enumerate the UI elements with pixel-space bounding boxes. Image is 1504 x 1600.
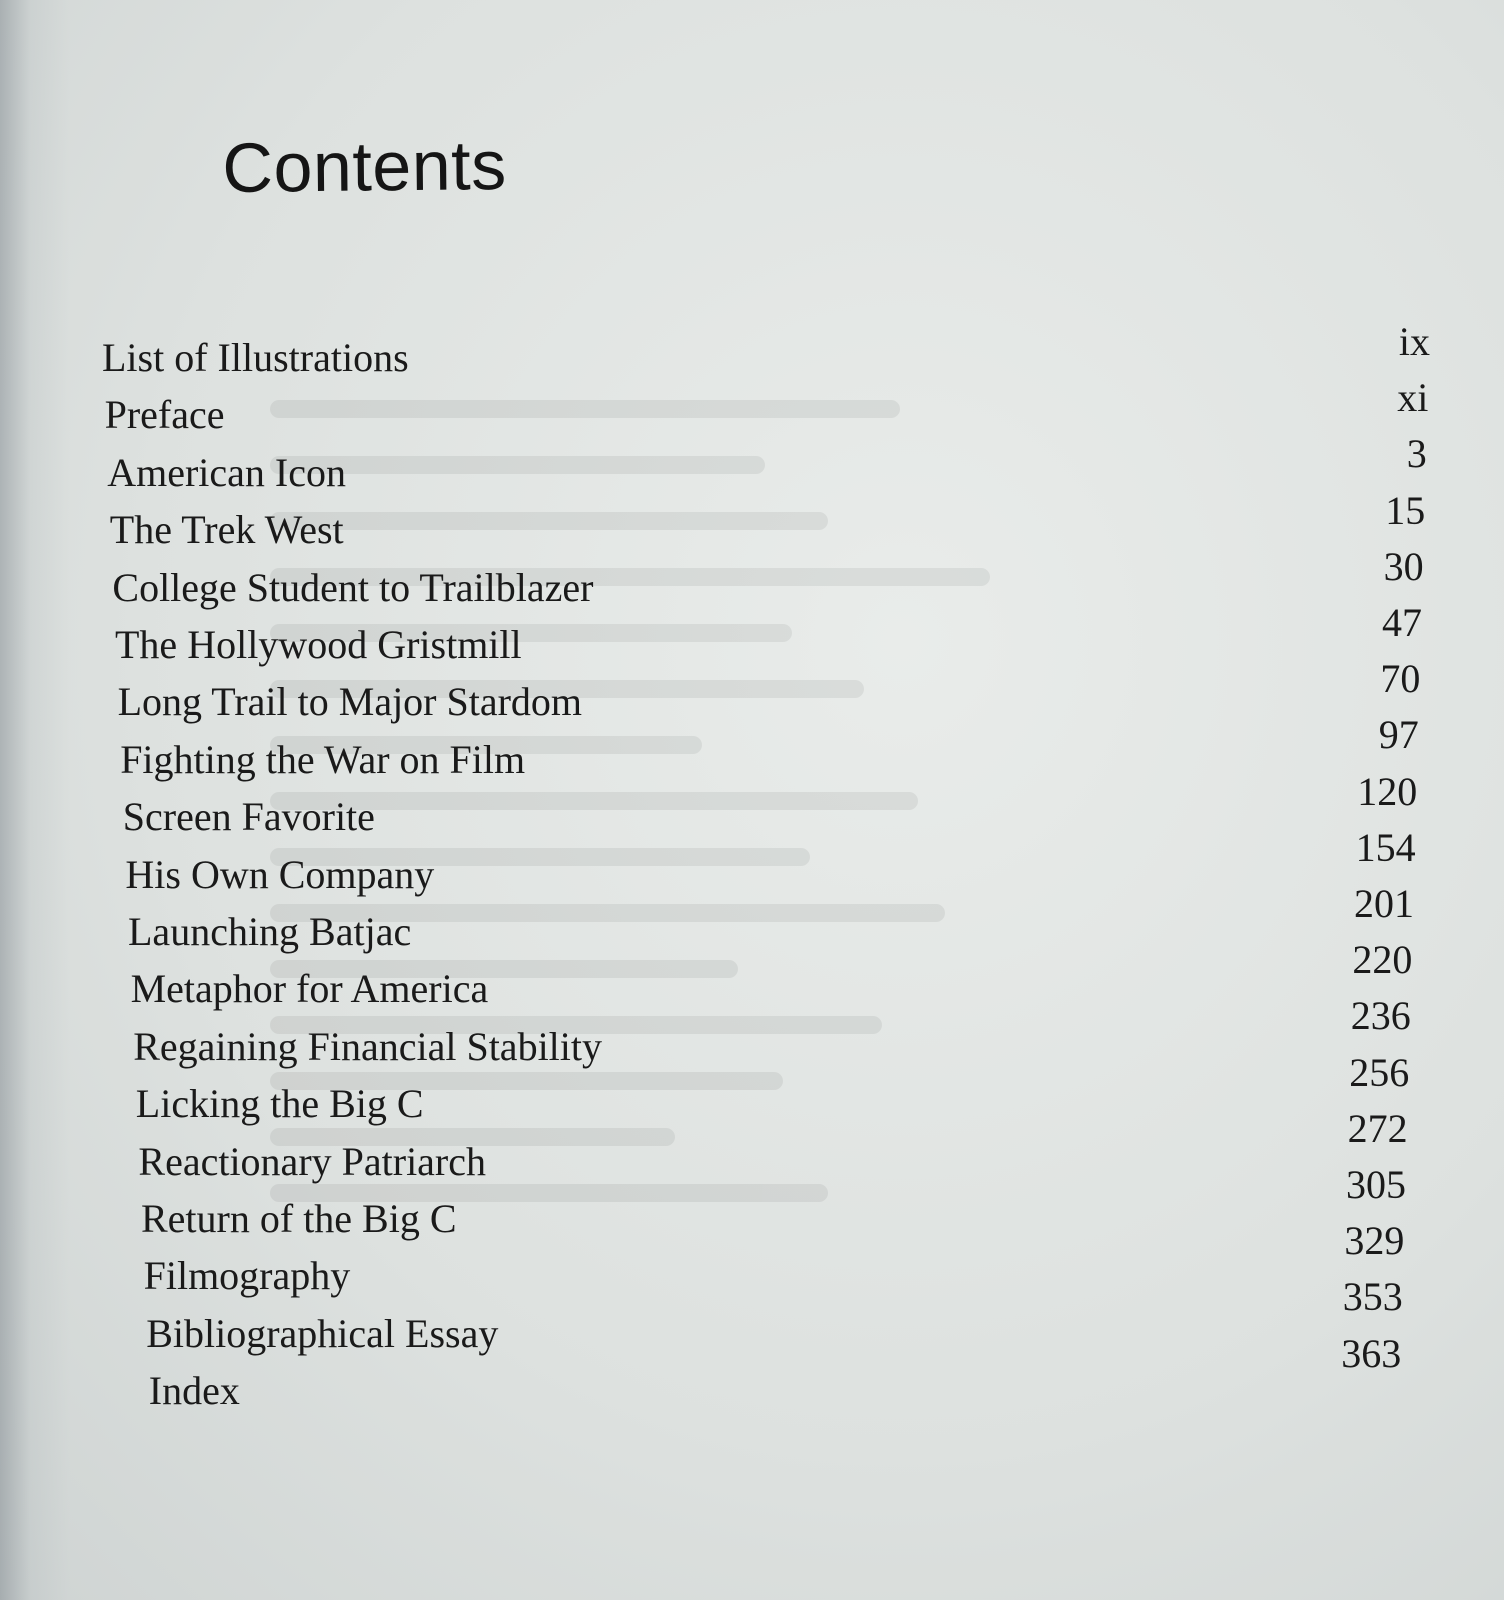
toc-entry-title: Launching Batjac — [128, 909, 412, 954]
toc-entry-title: His Own Company — [125, 851, 435, 897]
toc-entry-page-number: 15 — [1385, 487, 1426, 533]
toc-entry-title: Fighting the War on Film — [120, 736, 526, 782]
toc-entry-title: Regaining Financial Stability — [133, 1023, 603, 1069]
toc-entry-title: Metaphor for America — [130, 966, 489, 1012]
toc-entry-page-number: xi — [1397, 375, 1429, 421]
toc-entry-page-number: 353 — [1342, 1274, 1403, 1320]
toc-entry-title: Bibliographical Essay — [146, 1310, 499, 1356]
toc-entry-title: Filmography — [143, 1253, 351, 1299]
toc-entry-title: Licking the Big C — [135, 1081, 424, 1127]
toc-entry-page-number: 272 — [1347, 1105, 1408, 1151]
toc-entry-page-number: 256 — [1349, 1049, 1410, 1095]
toc-entry-page-number: 363 — [1341, 1330, 1402, 1376]
toc-entry-page-number: 220 — [1352, 937, 1413, 983]
toc-entry-page-number: 305 — [1346, 1162, 1406, 1207]
toc-entry-title: Screen Favorite — [122, 794, 375, 840]
page-title: Contents — [222, 126, 507, 207]
toc-entry-title: The Hollywood Gristmill — [115, 622, 522, 667]
toc-entry-page-number: 236 — [1350, 993, 1411, 1039]
toc-entry-page-number: 70 — [1380, 656, 1421, 702]
toc-entry-title: American Icon — [107, 449, 346, 495]
toc-entry-title: Preface — [104, 392, 225, 438]
toc-entry-page-number: 3 — [1406, 431, 1427, 477]
toc-entry-title: Long Trail to Major Stardom — [117, 679, 583, 725]
toc-entry-page-number: 97 — [1378, 712, 1419, 758]
toc-entry-page-number: 201 — [1354, 881, 1414, 926]
toc-entry-title: Reactionary Patriarch — [138, 1138, 487, 1184]
toc-entry-page-number: ix — [1398, 319, 1430, 364]
toc-entry-page-number: 47 — [1382, 600, 1422, 645]
toc-entry-page-number: 329 — [1344, 1218, 1405, 1264]
toc-entry-title: The Trek West — [109, 507, 344, 553]
toc-entry-page-number: 120 — [1357, 768, 1418, 814]
toc-entry-title: Index — [148, 1368, 240, 1414]
toc-entry-page-number: 30 — [1383, 543, 1424, 589]
toc-entry-title: College Student to Trailblazer — [112, 564, 594, 610]
toc-entry-title: Return of the Big C — [141, 1196, 457, 1241]
toc-entry-page-number: 154 — [1355, 824, 1416, 870]
toc-entry-title: List of Illustrations — [102, 335, 409, 380]
